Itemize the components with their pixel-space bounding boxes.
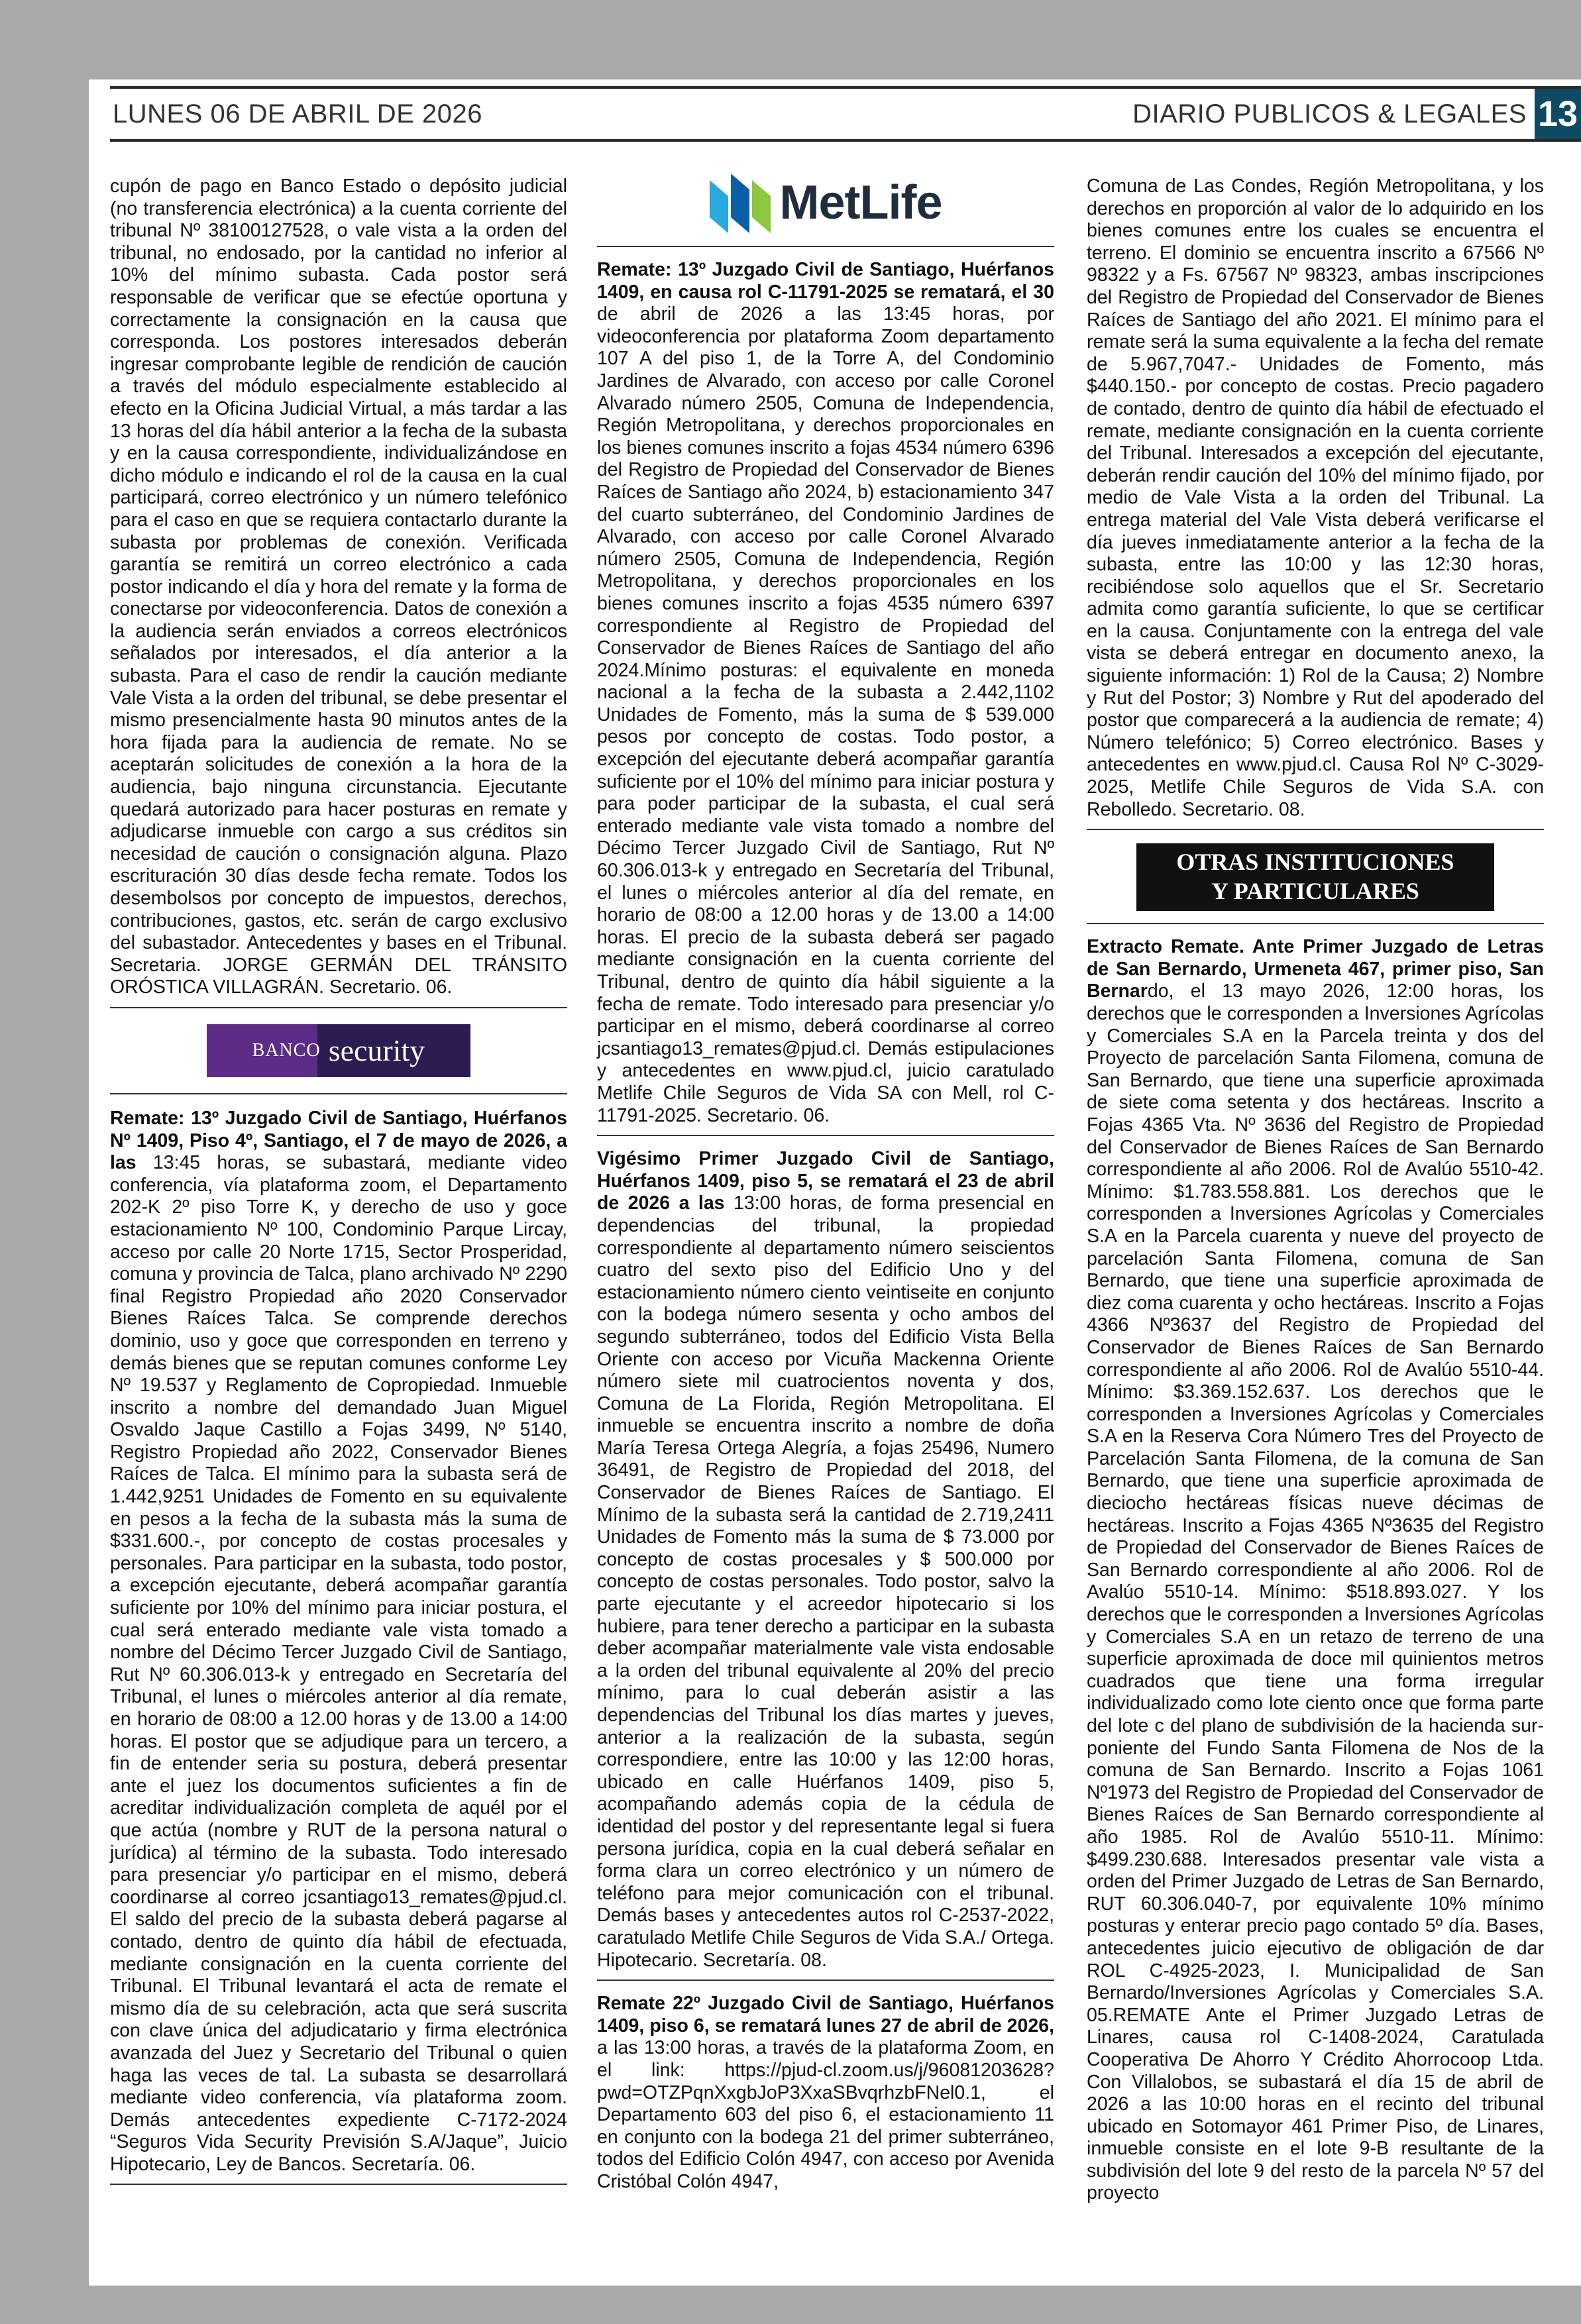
banco-logo-small-text: BANCO: [252, 1040, 321, 1061]
divider: [1087, 923, 1544, 924]
column-1: [110, 176, 567, 2197]
notice-heading: Remate 22º Juzgado Civil de Santiago, Huérfanos 1409, piso 6, se rematará lunes 27 de abril de 2026,: [597, 1993, 1054, 2036]
divider: [110, 1007, 567, 1008]
notice-continuation: Comuna de Las Condes, Región Metropolitana, y los derechos en proporción al valor de lo adquirido en los bienes comunes entre los cuales se encuentra el terreno. El dominio se encuentra inscrito a 67566 Nº 98322 y a Fs. 67567 Nº 98323, ambas inscripciones del Registro de Propiedad del Conservador de Bienes Raíces de Santiago del año 2021. El mínimo para el remate será la suma equivalente a la fecha del remate de 5.967,7047.- Unidades de Fomento, más $440.150.- por concepto de costas. Precio pagadero de contado, dentro de quinto día hábil de efectuado el remate, mediante consignación en la cuenta corriente del Tribunal. Interesados a excepción del ejecutante, deberán rendir caución del 10% del mínimo fijado, por medio de Vale Vista a la orden del Tribunal. La entrega material del Vale Vista deberá verificarse el día jueves inmediatamente anterior a la fecha de la subasta, entre las 10:00 y las 12:30 horas, recibiéndose solo aquellos que el Sr. Secretario admita como garantía suficiente, lo que se certificar en la causa. Conjuntamente con la entrega del vale vista se deberá entregar en documento anexo, la siguiente información: 1) Rol de la Causa; 2) Nombre y Rut del Postor; 3) Nombre y Rut del apoderado del postor que comparecerá a la audiencia de remate; 4) Número telefónico; 5) Correo electrónico. Bases y antecedentes en www.pjud.cl. Causa Rol Nº C-3029-2025, Metlife Chile Seguros de Vida S.A. con Rebolledo. Secretario. 08.: [1087, 176, 1544, 820]
notice-heading: Vigésimo Primer Juzgado Civil de Santiago, Huérfanos 1409, piso 5, se rematará el 23 de abril de 2026 a las: [597, 1148, 1054, 1214]
notice-body: a las 13:00 horas, a través de la plataforma Zoom, en el link: https://pjud-cl.zoom.us/j/96081203628?pwd=OTZPqnXxgbJoP3XxaSBvqrhzbFNel0.1, el Departamento 603 del piso 6, el estacionamiento 11 en conjunto con la bodega 21 del primer subterráneo, todos del Edificio Colón 4947, con acceso por Avenida Cristóbal Colón 4947,: [597, 2037, 1054, 2192]
newspaper-page: [89, 79, 1581, 2286]
notice-heading: Remate: 13º Juzgado Civil de Santiago, Huérfanos 1409, en causa rol C-11791-2025 se rematará, el 30: [597, 259, 1054, 303]
notice-body: 13:45 horas, se subastará, mediante video conferencia, vía plataforma zoom, el Departamento 202-K 2º piso Torre K, y derecho de uso y goce estacionamiento Nº 100, Condominio Parque Lircay, acceso por calle 20 Norte 1715, Sector Prosperidad, comuna y provincia de Talca, plano archivado Nº 2290 final Registro Propiedad año 2020 Conservador Bienes Raíces Talca. Se comprende derechos dominio, uso y goce que corresponden en terreno y demás bienes que se reputan comunes conforme Ley Nº 19.537 y Reglamento de Copropiedad. Inmueble inscrito a nombre del demandado Juan Miguel Osvaldo Jaque Castillo a Fojas 3499, Nº 5140, Registro Propiedad año 2022, Conservador Bienes Raíces de Talca. El mínimo para la subasta será de 1.442,9251 Unidades de Fomento en su equivalente en pesos a la fecha de la subasta más la suma de $331.600.-, por concepto de costas procesales y personales. Para participar en la subasta, todo postor, a excepción ejecutante, deberá acompañar garantía suficiente por 10% del mínimo para iniciar postura, el cual será enterado mediante vale vista tomado a nombre del Décimo Tercer Juzgado Civil de Santiago, Rut Nº 60.306.013-k y entregado en Secretaría del Tribunal, el lunes o miércoles anterior al día remate, en horario de 08:00 a 12.00 horas y de 13.00 a 14:00 horas. El postor que se adjudique para un tercero, a fin de entender seria su postura, deberá presentar ante el juez los documentos suficientes a fin de acreditar individualización completa de aquél por el que actúa (nombre y RUT de la persona natural o jurídica) al término de la subasta. Todo interesado para presenciar y/o participar en el mismo, deberá coordinarse al correo jcsantiago13_remates@pjud.cl. El saldo del precio de la subasta deberá pagarse al contado, dentro de quinto día hábil de efectuada, mediante consignación en la cuenta corriente del Tribunal. El Tribunal levantará el acta de remate el mismo día de su celebración, acta que será suscrita con clave única del adjudicatario y firma electrónica avanzada del Juez y Secretario del Tribunal o quien haga las veces de tal. La subasta se desarrollará mediante video conferencia, vía plataforma zoom. Demás antecedentes expediente C-7172-2024 “Seguros Vida Security Previsión S.A/Jaque”, Juicio Hipotecario, Ley de Bancos. Secretaría. 06.: [110, 1152, 567, 2175]
section-heading-line-2: Y PARTICULARES: [1211, 878, 1419, 905]
divider: [110, 1093, 567, 1094]
notice-remate-talca: [110, 1108, 567, 2176]
divider: [110, 2184, 567, 2185]
notice-continuation: cupón de pago en Banco Estado o depósito judicial (no transferencia electrónica) a la cuenta corriente del tribunal Nº 38100127528, o vale vista a la orden del tribunal, no endosado, por la cantidad no inferior al 10% del mínimo subasta. Cada postor será responsable de verificar que se efectúe oportuna y correctamente la consignación en la causa que corresponda. Los postores interesados deberán ingresar comprobante legible de rendición de caución a través del módulo especialmente establecido al efecto en la Oficina Judicial Virtual, a más tardar a las 13 horas del día hábil anterior a la fecha de la subasta y en la causa correspondiente, individualizándose en dicho módulo e indicando el rol de la causa en la cual participará, correo electrónico y un número telefónico para el caso en que se requiera contactarlo durante la subasta por problemas de conexión. Verificada garantía se remitirá un correo electrónico a cada postor indicando el día y hora del remate y la forma de conectarse por videoconferencia. Datos de conexión a la audiencia serán enviados a correos electrónicos señalados por interesados, el día anterior a la subasta. Para el caso de rendir la caución mediante Vale Vista a la orden del tribunal, se debe presentar el mismo presencialmente hasta 90 minutos antes de la hora fijada para la audiencia de remate. No se aceptarán solicitudes de conexión a la hora de la audiencia, bajo ninguna circunstancia. Ejecutante quedará autorizado para hacer posturas en remate y adjudicarse inmueble con cargo a sus créditos sin necesidad de caución o consignación alguna. Plazo escrituración 30 días desde fecha remate. Todos los desembolsos por concepto de impuestos, derechos, contribuciones, gastos, etc. serán de cargo exclusivo del subastador. Antecedentes y bases en el Tribunal. Secretaria. JORGE GERMÁN DEL TRÁNSITO ORÓSTICA VILLAGRÁN. Secretario. 06.: [110, 176, 567, 998]
notice-body: de abril de 2026 a las 13:45 horas, por videoconferencia por plataforma Zoom departamento 107 A del piso 1, de la Torre A, del Condominio Jardines de Alvarado, con acceso por calle Coronel Alvarado número 2505, Comuna de Independencia, Región Metropolitana, y derechos proporcionales en los bienes comunes inscrito a fojas 4534 número 6396 del Registro de Propiedad del Conservador de Bienes Raíces de Santiago año 2024, b) estacionamiento 347 del cuarto subterráneo, del Condominio Jardines de Alvarado, con acceso por calle Coronel Alvarado número 2505, Comuna de Independencia, Región Metropolitana, y derechos proporcionales en los bienes comunes inscrito a fojas 4535 número 6397 correspondiente al Registro de Propiedad del Conservador de Bienes Raíces de Santiago del año 2024.Mínimo posturas: el equivalente en moneda nacional a la fecha de la subasta a 2.442,1102 Unidades de Fomento, más la suma de $ 539.000 pesos por concepto de costas. Todo postor, a excepción del ejecutante deberá acompañar garantía suficiente por el 10% del mínimo para iniciar postura y para poder participar de la subasta, el cual será enterado mediante vale vista tomado a nombre del Décimo Tercer Juzgado Civil de Santiago, Rut Nº 60.306.013-k y entregado en Secretaría del Tribunal, el lunes o miércoles anterior al día del remate, en horario de 08:00 a 12.00 horas y de 13.00 a 14:00 horas. El precio de la subasta deberá ser pagado mediante consignación en la cuenta corriente del Tribunal, dentro de quinto día hábil siguiente a la fecha de remate. Todo interesado para presenciar y/o participar en el mismo, deberá coordinarse al correo jcsantiago13_remates@pjud.cl. Demás estipulaciones y antecedentes en www.pjud.cl, juicio caratulado Metlife Chile Seguros de Vida SA con Mell, rol C-11791-2025. Secretario. 06.: [597, 303, 1054, 1126]
banco-security-logo: [207, 1024, 470, 1077]
divider: [597, 246, 1054, 247]
notice-remate-independencia: [597, 259, 1054, 1127]
banco-logo-large-text: security: [328, 1033, 425, 1068]
notice-heading: Extracto Remate. Ante Primer Juzgado de Letras de San Bernardo, Urmeneta 467, primer piso, San Bernar: [1087, 936, 1544, 1002]
page-number: 13: [1535, 89, 1581, 139]
section-heading-line-1: OTRAS INSTITUCIONES: [1176, 849, 1454, 876]
publication-name: DIARIO PUBLICOS & LEGALES: [1132, 99, 1527, 129]
notice-remate-la-florida: [597, 1148, 1054, 1972]
notice-body: 13:00 horas, de forma presencial en dependencias del tribunal, la propiedad correspondiente al departamento número seiscientos cuatro del sexto piso del Edificio Uno y del estacionamiento número ciento veintiseite en conjunto con la bodega número sesenta y ocho ambos del segundo subterráneo, todos del Edificio Vista Bella Oriente con acceso por Vicuña Mackenna Oriente número siete mil cuatrocientos noventa y dos, Comuna de La Florida, Región Metropolitana. El inmueble se encuentra inscrito a nombre de doña María Teresa Ortega Alegría, a fojas 25496, Numero 36491, de Registro de Propiedad del 2018, del Conservador de Bienes Raíces de Santiago. El Mínimo de la subasta será la cantidad de 2.719,2411 Unidades de Fomento más la suma de $ 73.000 por concepto de costas procesales y $ 500.000 por concepto de costas personales. Todo postor, salvo la parte ejecutante y el acreedor hipotecario si los hubiere, para tener derecho a participar en la subasta deber acompañar materialmente vale vista endosable a la orden del tribunal equivalente al 20% del precio mínimo, para lo cual deberán asistir a las dependencias del Tribunal los días martes y jueves, anterior a la realización de la subasta, según correspondiere, entre las 10:00 y las 12:00 horas, ubicado en calle Huérfanos 1409, piso 5, acompañando además copia de la cédula de identidad del postor y del representante legal si fuera persona jurídica, copia en la cual deberá señalar en forma clara un correo electrónico y un número de teléfono para mejor comunicación con el tribunal. Demás bases y antecedentes autos rol C-2537-2022, caratulado Metlife Chile Seguros de Vida S.A./ Ortega. Hipotecario. Secretaría. 08.: [597, 1192, 1054, 1971]
notice-extracto-remate-san-bernardo: [1087, 936, 1544, 2205]
notice-remate-las-condes: [597, 1993, 1054, 2193]
notice-heading: Remate: 13º Juzgado Civil de Santiago, Huérfanos Nº 1409, Piso 4º, Santiago, el 7 de mayo de 2026, a las: [110, 1107, 567, 1174]
column-3: [1087, 176, 1544, 2205]
divider: [1087, 829, 1544, 830]
masthead: [110, 86, 1581, 142]
masthead-right: [1132, 89, 1581, 139]
divider: [597, 1135, 1054, 1136]
metlife-wordmark: MetLife: [779, 176, 942, 230]
section-heading: [1136, 843, 1494, 911]
column-2: [597, 176, 1054, 2193]
divider: [597, 1980, 1054, 1981]
metlife-logo: [597, 170, 1054, 237]
notice-body: do, el 13 mayo 2026, 12:00 horas, los derechos que le corresponden a Inversiones Agrícolas y Comerciales S.A en la Parcela treinta y dos del Proyecto de parcelación Santa Filomena, comuna de San Bernardo, que tiene una superficie aproximada de siete coma setenta y dos hectáreas. Inscrito a Fojas 4365 Vta. Nº 3636 del Registro de Propiedad del Conservador de Bienes Raíces de San Bernardo correspondiente al año 2006. Rol de Avalúo 5510-42. Mínimo: $1.783.558.881. Los derechos que le corresponden a Inversiones Agrícolas y Comerciales S.A en la Parcela cuarenta y nueve del proyecto de parcelación Santa Filomena, comuna de San Bernardo, que tiene una superficie aproximada de diez coma cuarenta y ocho hectáreas. Inscrito a Fojas 4366 Nº3637 del Registro de Propiedad del Conservador de Bienes Raíces de San Bernardo correspondiente al año 2006. Rol de Avalúo 5510-44. Mínimo: $3.369.152.637. Los derechos que le corresponden a Inversiones Agrícolas y Comerciales S.A en la Reserva Cora Número Tres del Proyecto de Parcelación Santa Filomena, de la comuna de San Bernardo, que tiene una superficie aproximada de dieciocho hectáreas físicas nueve décimas de hectáreas. Inscrito a Fojas 4365 Nº3635 del Registro de Propiedad del Conservador de Bienes Raíces de San Bernardo correspondiente al año 2006. Rol de Avalúo 5510-14. Mínimo: $518.893.027. Y los derechos que le corresponden a Inversiones Agrícolas y Comerciales S.A en un retazo de terreno de una superficie aproximada de doce mil quinientos metros cuadrados que tiene una forma irregular individualizado como lote ciento once que forma parte del lote c del plano de subdivisión de la hacienda sur-poniente del Fundo Santa Filomena de Nos de la comuna de San Bernardo. Inscrito a Fojas 1061 Nº1973 del Registro de Propiedad del Conservador de Bienes Raíces de San Bernardo correspondiente al año 1985. Rol de Avalúo 5510-11. Mínimo: $499.230.688. Interesados presentar vale vista a orden del Primer Juzgado de Letras de San Bernardo, RUT 60.306.040-7, por equivalente 10% mínimo posturas y enterar precio pago contado 5º día. Bases, antecedentes juicio ejecutivo de obligación de dar ROL C-4925-2023, I. Municipalidad de San Bernardo/Inversiones Agrícolas y Comerciales S.A. 05.REMATE Ante el Primer Juzgado Letras de Linares, causa rol C-1408-2024, Caratulada Cooperativa De Ahorro Y Crédito Ahorrocoop Ltda. Con Villalobos, se subastará el día 15 de abril de 2026 a las 10:00 horas en el recinto del tribunal ubicado en Sotomayor 461 Primer Piso, de Linares, inmueble consiste en el lote 9-B resultante de la subdivisión del lote 9 del resto de la parcela Nº 57 del proyecto: [1087, 980, 1544, 2204]
issue-date: LUNES 06 DE ABRIL DE 2026: [113, 99, 482, 129]
metlife-mark-icon: [710, 174, 771, 233]
